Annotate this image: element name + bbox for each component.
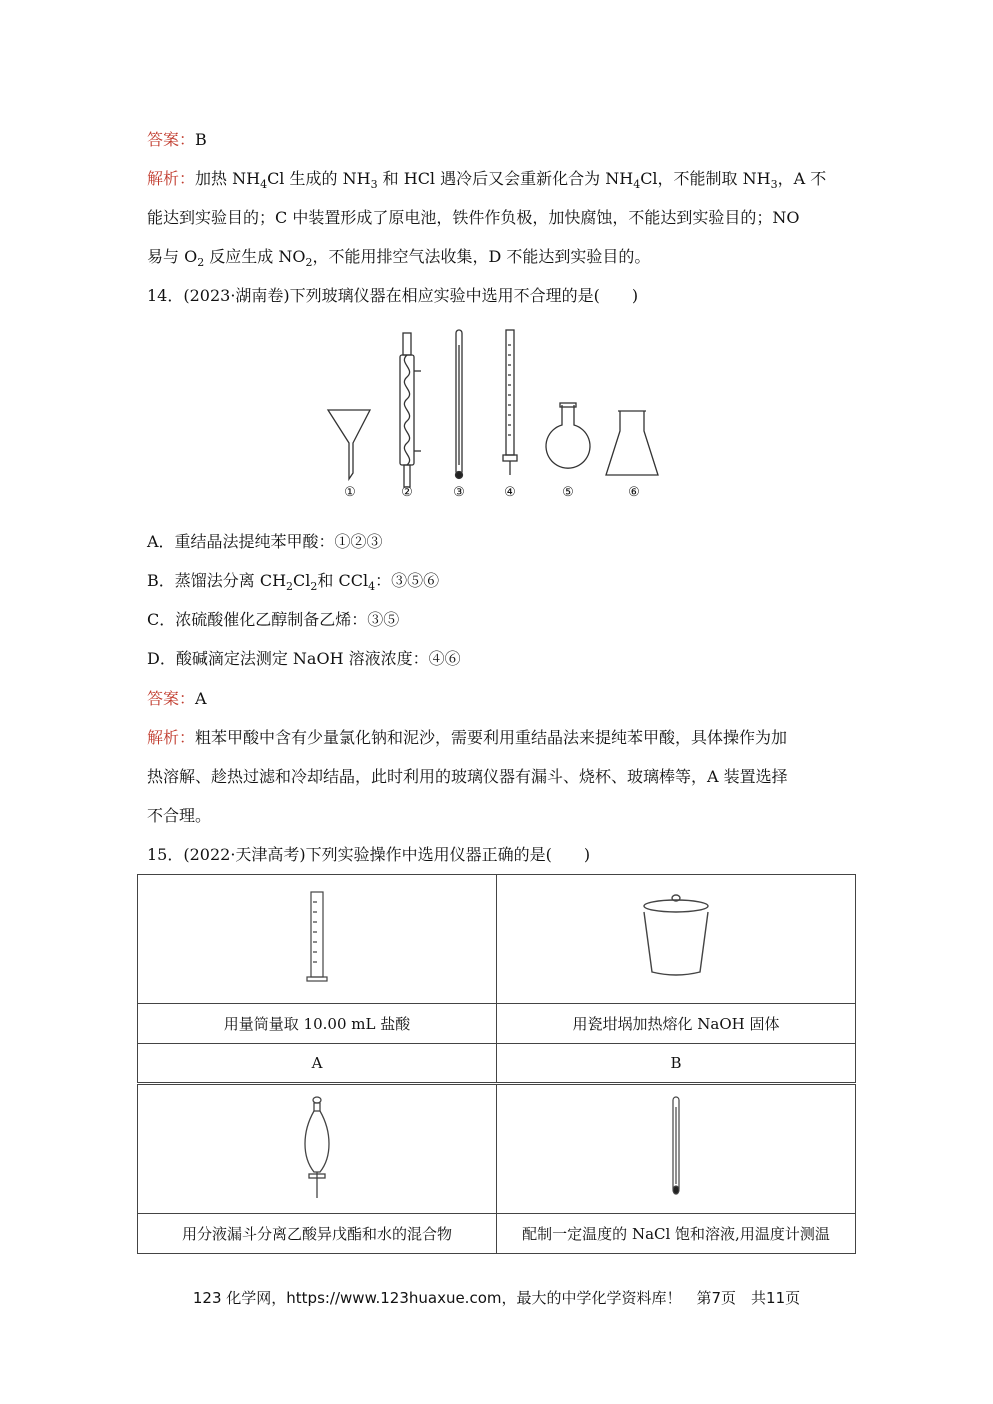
text: Cl，不能制取 NH [640, 169, 771, 188]
label-4: ④ [504, 485, 516, 500]
separatory-funnel-icon [297, 1092, 337, 1202]
erlenmeyer-flask-icon [606, 411, 658, 475]
analysis-14-line-1 [147, 727, 787, 749]
subscript: 3 [770, 178, 778, 191]
analysis-label: 解析： [147, 169, 196, 188]
analysis-13-line-1 [147, 168, 826, 190]
text: Cl [293, 571, 311, 590]
cell-a-image [138, 875, 497, 1004]
subscript: 4 [633, 178, 641, 191]
caption-a: 用量筒量取 10.00 mL 盐酸 [138, 1004, 497, 1044]
answer-value: A [195, 689, 207, 708]
text: 易与 O [147, 247, 198, 266]
answer-value: B [195, 130, 207, 149]
caption-c: 用分液漏斗分离乙酸异戊酯和水的混合物 [138, 1214, 497, 1254]
caption-b: 用瓷坩埚加热熔化 NaOH 固体 [497, 1004, 856, 1044]
text: 和 HCl 遇冷后又会重新化合为 NH [377, 169, 634, 188]
question-14-stem: 14．(2023·湖南卷)下列玻璃仪器在相应实验中选用不合理的是( ) [147, 286, 639, 305]
text: B．蒸馏法分离 CH [147, 571, 287, 590]
text: 加热 NH [195, 169, 261, 188]
text: ：③⑤⑥ [375, 571, 440, 590]
question-15-table [137, 874, 856, 1254]
analysis-13-line-3 [147, 246, 650, 268]
crucible-icon [636, 892, 716, 982]
answer-label: 答案： [147, 130, 196, 149]
answer-line-14 [147, 688, 207, 710]
option-a: A．重结晶法提纯苯甲酸：①②③ [147, 532, 383, 551]
cell-b-image [497, 875, 856, 1004]
option-b [147, 570, 439, 592]
label-3: ③ [453, 485, 465, 500]
round-bottom-flask-icon [546, 403, 590, 468]
subscript: 2 [310, 580, 318, 593]
question-15-stem: 15．(2022·天津高考)下列实验操作中选用仪器正确的是( ) [147, 845, 591, 864]
subscript: 4 [368, 580, 376, 593]
thermometer-icon [456, 330, 463, 479]
text: 和 CCl [317, 571, 369, 590]
subscript: 2 [286, 580, 294, 593]
subscript: 2 [197, 256, 205, 269]
caption-d: 配制一定温度的 NaCl 饱和溶液,用温度计测温 [497, 1214, 856, 1254]
subscript: 3 [370, 178, 378, 191]
text: ，不能用排空气法收集，D 不能达到实验目的。 [312, 247, 651, 266]
label-1: ① [344, 485, 356, 500]
answer-line-13 [147, 129, 207, 151]
label-2: ② [401, 485, 413, 500]
page-footer: 123 化学网，https://www.123huaxue.com，最大的中学化学资料库！ 第7页 共11页 [192, 1289, 801, 1307]
option-d: D．酸碱滴定法测定 NaOH 溶液浓度：④⑥ [147, 649, 461, 668]
text: 反应生成 NO [204, 247, 306, 266]
subscript: 4 [260, 178, 268, 191]
label-5: ⑤ [562, 485, 574, 500]
funnel-icon [328, 410, 370, 479]
analysis-13-line-2: 能达到实验目的；C 中装置形成了原电池，铁件作负极，加快腐蚀，不能达到实验目的；NO [147, 208, 800, 227]
label-6: ⑥ [628, 485, 640, 500]
option-c: C．浓硫酸催化乙醇制备乙烯：③⑤ [147, 610, 400, 629]
thermometer-icon [666, 1092, 686, 1202]
analysis-14-line-2: 热溶解、趁热过滤和冷却结晶，此时利用的玻璃仪器有漏斗、烧杯、玻璃棒等，A 装置选择 [147, 767, 788, 786]
burette-icon [503, 330, 517, 475]
text: Cl 生成的 NH [267, 169, 371, 188]
letter-a: A [138, 1044, 497, 1084]
letter-b: B [497, 1044, 856, 1084]
analysis-label: 解析： [147, 728, 196, 747]
glassware-drawing [320, 325, 660, 515]
text: 粗苯甲酸中含有少量氯化钠和泥沙，需要利用重结晶法来提纯苯甲酸，具体操作为加 [195, 728, 788, 747]
graduated-cylinder-icon [302, 887, 332, 987]
condenser-icon [400, 333, 421, 487]
analysis-14-line-3: 不合理。 [147, 806, 212, 825]
glassware-figure [320, 325, 660, 515]
cell-d-image [497, 1084, 856, 1214]
answer-label: 答案： [147, 689, 196, 708]
subscript: 2 [305, 256, 313, 269]
text: ，A 不 [777, 169, 827, 188]
cell-c-image [138, 1084, 497, 1214]
